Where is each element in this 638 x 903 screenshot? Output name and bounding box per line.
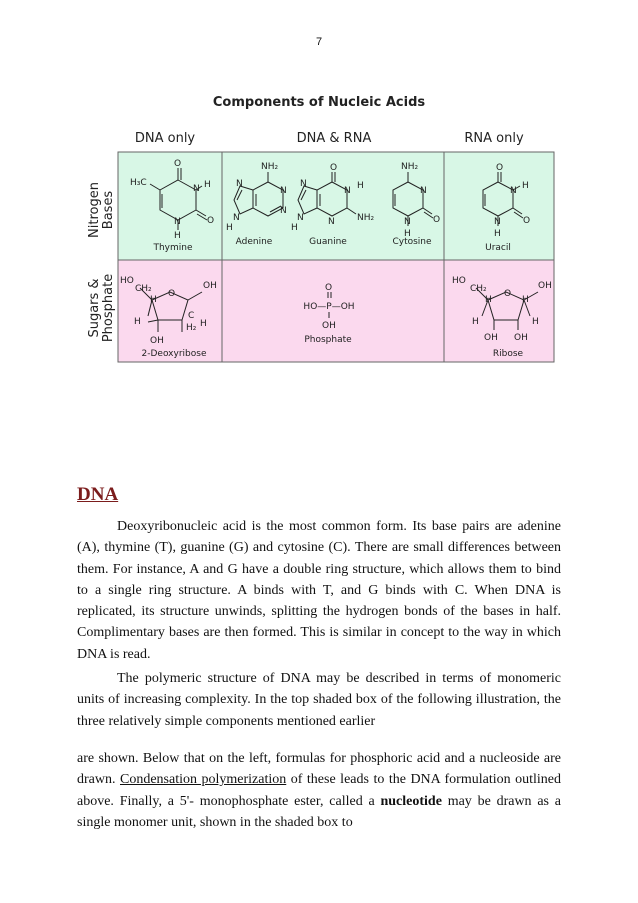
svg-text:H: H <box>522 181 529 191</box>
svg-text:H: H <box>472 317 479 327</box>
condensation-polymerization-link[interactable]: Condensation polymerization <box>120 772 287 788</box>
row-label-nitrogen-bases <box>87 182 116 238</box>
svg-text:N: N <box>280 186 287 196</box>
svg-text:NH₂: NH₂ <box>357 213 375 223</box>
base-label-guanine: Guanine <box>309 237 347 247</box>
svg-text:H: H <box>200 319 207 329</box>
svg-text:H: H <box>485 295 492 305</box>
svg-text:N: N <box>297 213 304 223</box>
svg-text:NH₂: NH₂ <box>401 162 419 172</box>
svg-text:O: O <box>207 216 215 226</box>
svg-text:Nitrogen: Nitrogen <box>87 182 102 238</box>
svg-text:O: O <box>523 216 531 226</box>
svg-text:N: N <box>420 186 427 196</box>
column-header-dna-only: DNA only <box>134 131 196 146</box>
svg-text:H: H <box>204 180 211 190</box>
svg-text:OH: OH <box>538 281 552 291</box>
svg-text:N: N <box>236 179 243 189</box>
svg-text:H: H <box>522 295 529 305</box>
paragraph-dna-intro: Deoxyribonucleic acid is the most common form. Its base pairs are adenine (A), thymine (T), guanine (G) and cytosine (C). There are small differences between them. For instance, A and G have a double ring structure, which allows them to bind to a single ring structure. A binds with T, and G binds with C. When DNA is replicated, its structure unwinds, splitting the hydrogen bonds of the bases in half. Complimentary bases are then formed. This is similar in concept to the way in which DNA is read. <box>77 519 561 662</box>
nucleotide-term: nucleotide <box>380 793 442 809</box>
sugar-label-phosphate: Phosphate <box>304 335 352 345</box>
svg-text:N: N <box>174 217 181 227</box>
figure-title: Components of Nucleic Acids <box>212 95 426 110</box>
svg-text:H₂: H₂ <box>186 323 197 333</box>
base-label-uracil: Uracil <box>485 243 511 253</box>
svg-text:OH: OH <box>203 281 217 291</box>
svg-text:O: O <box>496 163 504 173</box>
nucleic-acids-figure <box>78 120 558 365</box>
sugar-label-deoxyribose: 2-Deoxyribose <box>141 349 207 359</box>
section-heading-dna: DNA <box>77 484 119 505</box>
svg-text:H: H <box>494 229 501 239</box>
svg-text:N: N <box>494 217 501 227</box>
svg-text:O: O <box>174 159 182 169</box>
svg-text:H: H <box>532 317 539 327</box>
base-label-cytosine: Cytosine <box>392 237 432 247</box>
svg-text:CH₂: CH₂ <box>135 284 152 294</box>
svg-text:HO: HO <box>452 276 466 286</box>
svg-text:N: N <box>280 206 287 216</box>
column-header-dna-rna: DNA & RNA <box>296 131 372 146</box>
paragraph-formulas: are shown. Below that on the left, formulas for phosphoric acid and a nucleoside are drawn. Condensation polymerization of these leads to the DNA formulation outlined above. Finally, a 5'- monophosphate ester, called a nucleotide may be drawn as a single monomer unit, shown in the shaded box to <box>77 751 561 830</box>
svg-text:OH: OH <box>484 333 498 343</box>
row-label-sugars-phosphate <box>87 274 116 342</box>
svg-text:N: N <box>233 213 240 223</box>
svg-text:OH: OH <box>150 336 164 346</box>
svg-text:C: C <box>188 311 195 321</box>
svg-text:H: H <box>150 295 157 305</box>
svg-text:NH₂: NH₂ <box>261 162 279 172</box>
sugar-label-ribose: Ribose <box>492 349 524 359</box>
svg-text:OH: OH <box>322 321 336 331</box>
svg-text:O: O <box>168 289 176 299</box>
svg-text:Phosphate: Phosphate <box>101 273 116 343</box>
svg-text:H: H <box>226 223 233 233</box>
svg-text:CH₂: CH₂ <box>470 284 487 294</box>
svg-text:HO: HO <box>120 276 134 286</box>
svg-text:N: N <box>193 184 200 194</box>
svg-text:H: H <box>404 229 411 239</box>
svg-text:N: N <box>510 186 517 196</box>
base-label-adenine: Adenine <box>235 237 273 247</box>
svg-text:O: O <box>504 289 512 299</box>
svg-text:H: H <box>174 231 181 241</box>
svg-text:N: N <box>404 217 411 227</box>
page-number: 7 <box>315 36 323 48</box>
svg-text:Sugars &: Sugars & <box>87 278 102 338</box>
svg-text:HO—P—OH: HO—P—OH <box>303 302 355 312</box>
svg-text:Bases: Bases <box>101 190 116 230</box>
svg-text:N: N <box>300 179 307 189</box>
svg-text:N: N <box>344 186 351 196</box>
svg-text:O: O <box>433 215 441 225</box>
paragraph-polymeric-structure: The polymeric structure of DNA may be described in terms of monomeric units of increasing complexity. In the top shaded box of the following illustration, the three relatively simple components mentioned earlier <box>77 671 561 729</box>
svg-text:H: H <box>291 223 298 233</box>
svg-text:O: O <box>330 163 338 173</box>
base-label-thymine: Thymine <box>153 243 193 253</box>
svg-text:H: H <box>134 317 141 327</box>
svg-text:H: H <box>357 181 364 191</box>
svg-text:H₃C: H₃C <box>130 178 147 188</box>
column-header-rna-only: RNA only <box>464 131 524 146</box>
svg-text:N: N <box>328 217 335 227</box>
svg-text:O: O <box>325 283 333 293</box>
svg-text:OH: OH <box>514 333 528 343</box>
